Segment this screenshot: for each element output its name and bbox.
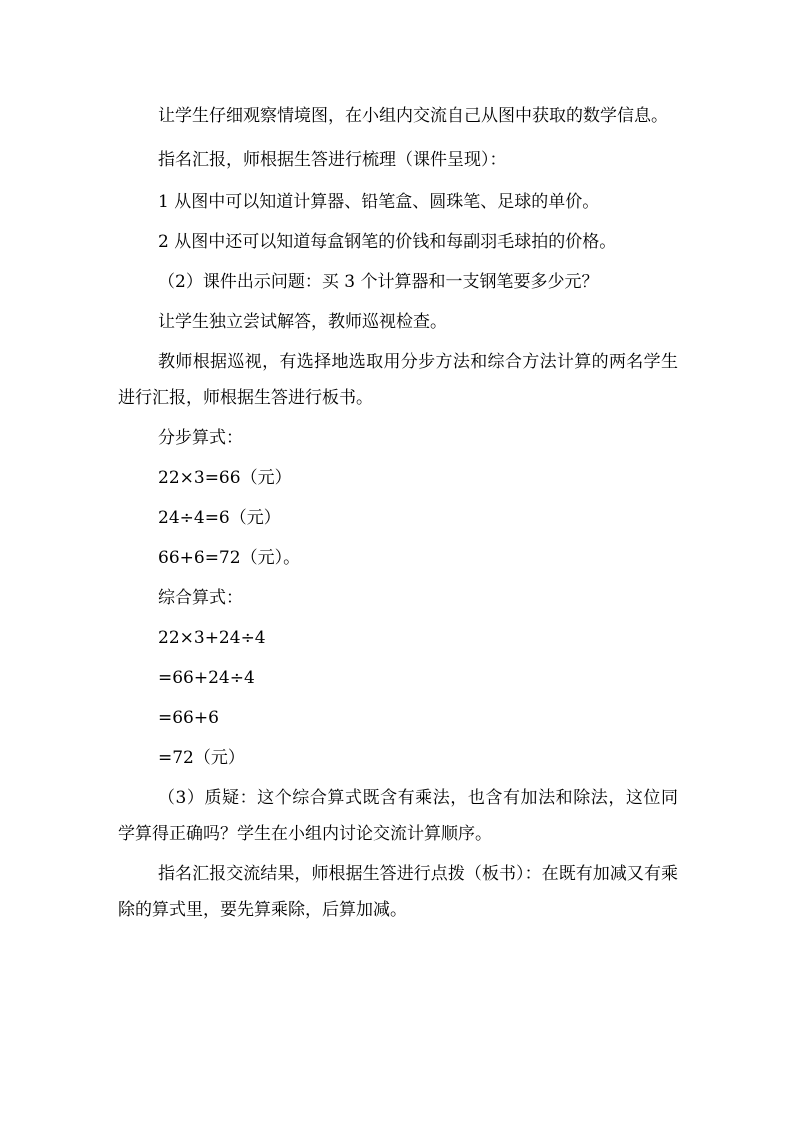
paragraph-point-1: 1 从图中可以知道计算器、铅笔盒、圆珠笔、足球的单价。 (158, 192, 600, 212)
heading-combined-formula: 综合算式： (158, 588, 243, 608)
formula-combined-2: =66+24÷4 (158, 668, 255, 688)
formula-combined-4: =72（元） (158, 748, 245, 768)
paragraph-observe: 让学生仔细观察情境图，在小组内交流自己从图中获取的数学信息。 (158, 106, 668, 126)
paragraph-teacher-select: 教师根据巡视，有选择地选取用分步方法和综合方法计算的两名学生进行汇报，师根据生答进行板书。 (118, 352, 678, 408)
paragraph-report: 指名汇报，师根据生答进行梳理（课件呈现）： (158, 150, 507, 170)
paragraph-question-3: （3）质疑：这个综合算式既含有乘法，也含有加法和除法，这位同学算得正确吗？学生在小组内讨论交流计算顺序。 (118, 788, 678, 844)
formula-step-3: 66+6=72（元）。 (158, 548, 301, 568)
paragraph-question: （2）课件出示问题：买 3 个计算器和一支钢笔要多少元？ (158, 272, 599, 292)
formula-combined-1: 22×3+24÷4 (158, 628, 266, 648)
formula-combined-3: =66+6 (158, 708, 219, 728)
document-body (118, 98, 678, 928)
formula-step-2: 24÷4=6（元） (158, 508, 281, 528)
paragraph-independent: 让学生独立尝试解答，教师巡视检查。 (158, 312, 447, 332)
paragraph-conclusion: 指名汇报交流结果，师根据生答进行点拨（板书）：在既有加减又有乘除的算式里，要先算乘除，后算加减。 (118, 864, 678, 920)
heading-step-formula: 分步算式： (158, 428, 243, 448)
paragraph-point-2: 2 从图中还可以知道每盒钢笔的价钱和每副羽毛球拍的价格。 (158, 232, 617, 252)
formula-step-1: 22×3=66（元） (158, 468, 292, 488)
